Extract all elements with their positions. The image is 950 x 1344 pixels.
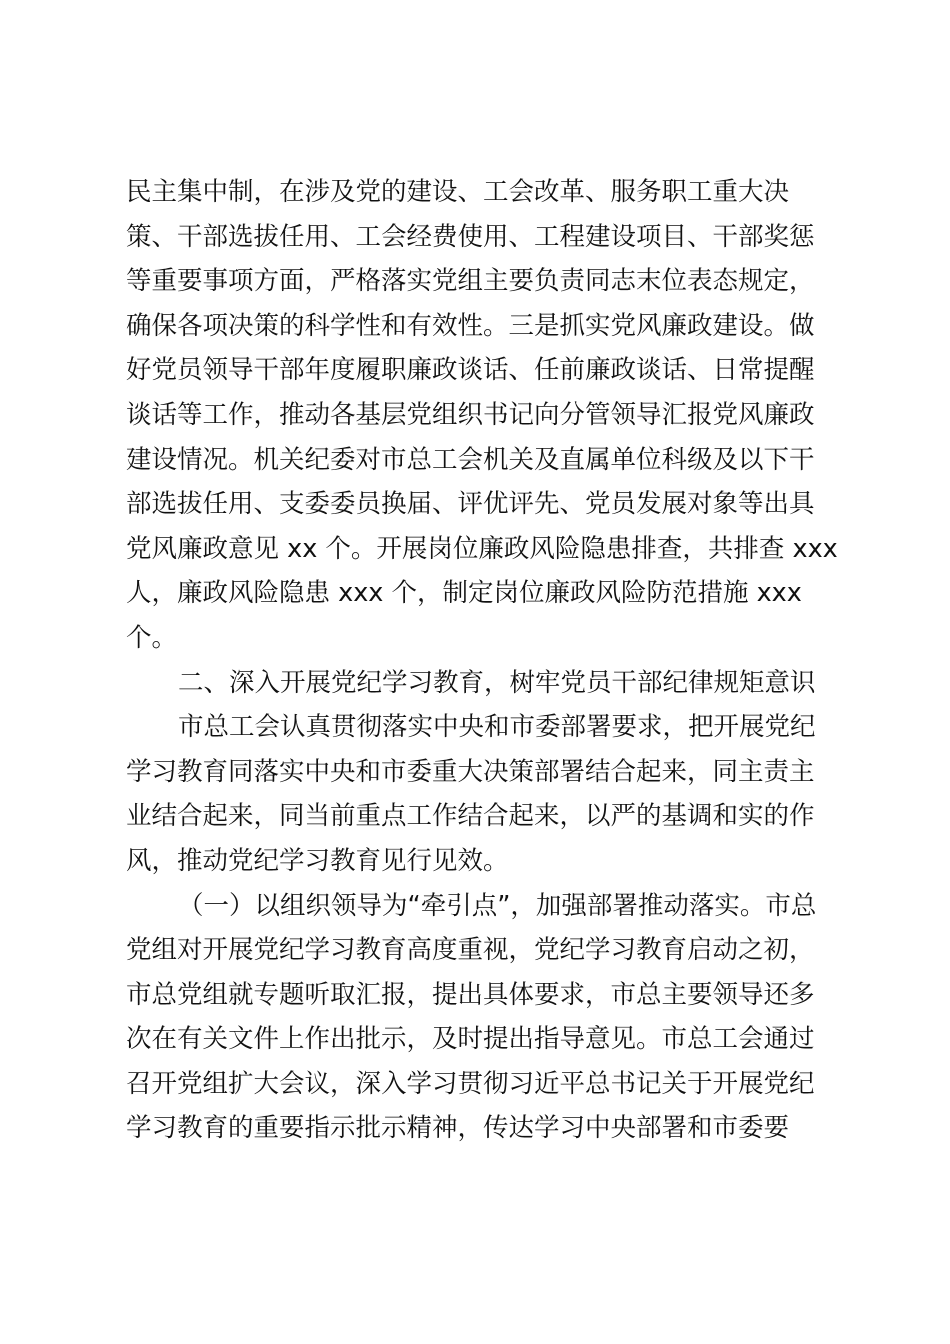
text-line: 风，推动党纪学习教育见行见效。 [126, 845, 509, 876]
text-line: 部选拔任用、支委委员换届、评优评先、党员发展对象等出具 [126, 489, 815, 520]
text-line: 市总工会认真贯彻落实中央和市委部署要求，把开展党纪 [178, 712, 816, 743]
document-body [126, 170, 838, 1151]
text-line: 学习教育的重要指示批示精神，传达学习中央部署和市委要 [126, 1113, 790, 1144]
text-line: 党组对开展党纪学习教育高度重视，党纪学习教育启动之初， [126, 935, 815, 966]
text-line: 民主集中制，在涉及党的建设、工会改革、服务职工重大决 [126, 177, 790, 207]
text-line: 党风廉政意见 xx 个。开展岗位廉政风险隐患排查，共排查 xxx [126, 533, 838, 564]
text-line: 个。 [126, 622, 178, 653]
text-line: 学习教育同落实中央和市委重大决策部署结合起来，同主责主 [126, 756, 815, 787]
text-line: 确保各项决策的科学性和有效性。三是抓实党风廉政建设。做 [126, 310, 815, 341]
text-line: 人，廉政风险隐患 xxx 个，制定岗位廉政风险防范措施 xxx [126, 578, 802, 609]
text-line: 等重要事项方面，严格落实党组主要负责同志末位表态规定， [126, 266, 815, 297]
text-line: 业结合起来，同当前重点工作结合起来，以严的基调和实的作 [126, 801, 815, 832]
text-line: 策、干部选拔任用、工会经费使用、工程建设项目、干部奖惩 [126, 221, 815, 252]
subsection-line: （一）以组织领导为“牵引点”，加强部署推动落实。市总 [178, 890, 817, 921]
text-line: 建设情况。机关纪委对市总工会机关及直属单位科级及以下干 [126, 444, 815, 475]
text-line: 市总党组就专题听取汇报，提出具体要求，市总主要领导还多 [126, 979, 815, 1010]
text-line: 次在有关文件上作出批示，及时提出指导意见。市总工会通过 [126, 1024, 815, 1055]
section-heading: 二、深入开展党纪学习教育，树牢党员干部纪律规矩意识 [178, 667, 816, 698]
text-line: 谈话等工作，推动各基层党组织书记向分管领导汇报党风廉政 [126, 399, 815, 430]
text-line: 召开党组扩大会议，深入学习贯彻习近平总书记关于开展党纪 [126, 1068, 815, 1099]
text-line: 好党员领导干部年度履职廉政谈话、任前廉政谈话、日常提醒 [126, 355, 815, 386]
